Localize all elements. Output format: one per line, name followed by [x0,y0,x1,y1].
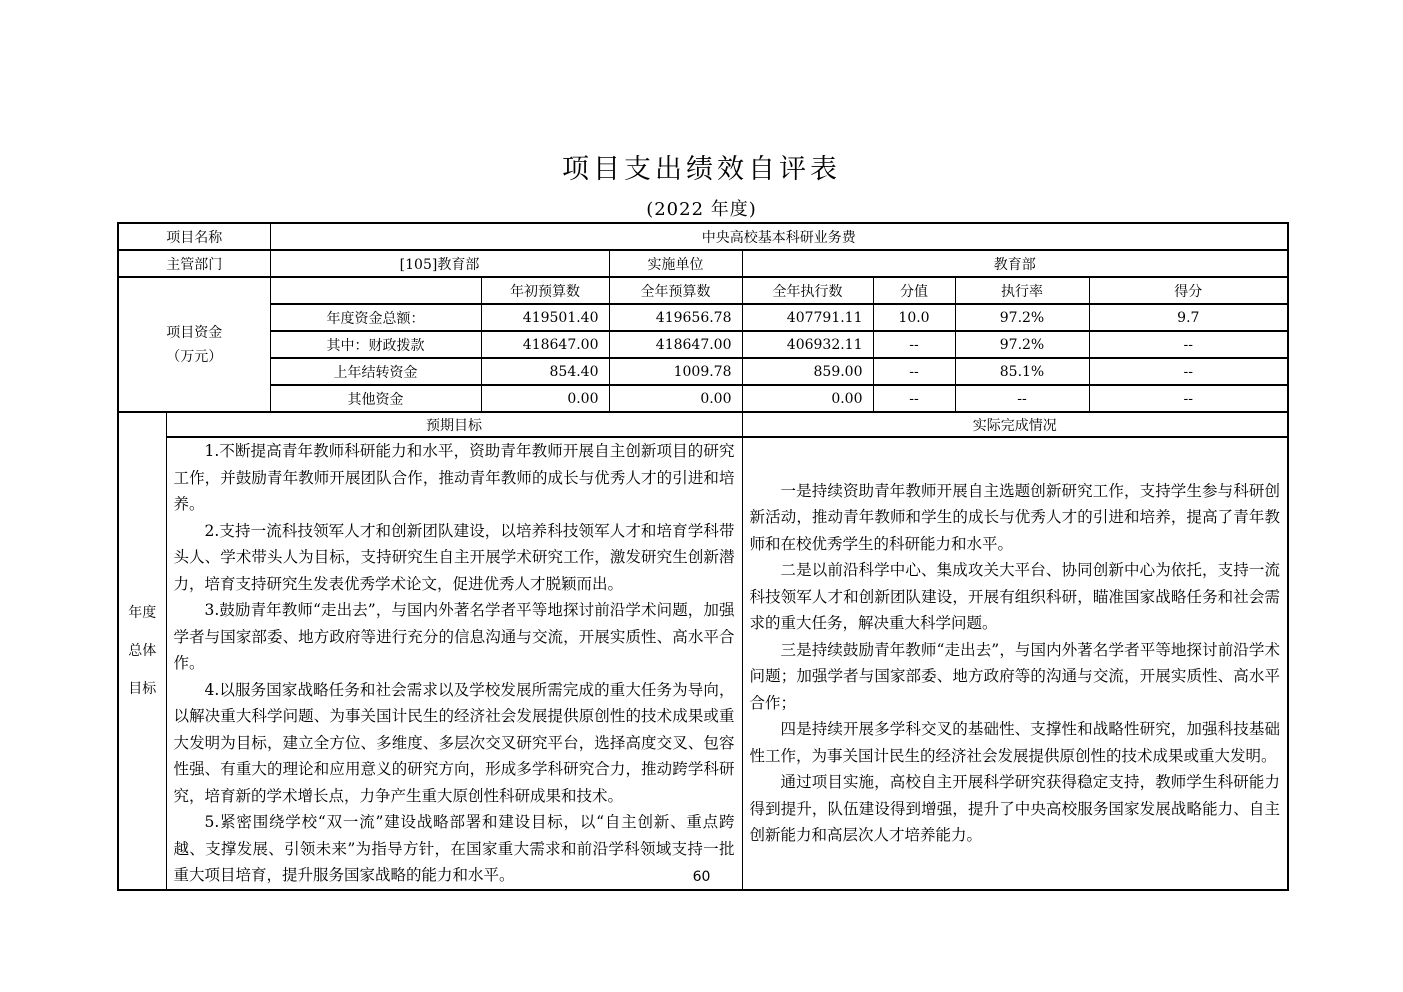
header-points: 分值 [873,277,955,304]
funding-rate-value: 85.1% [955,358,1089,385]
header-initial-budget: 年初预算数 [481,277,609,304]
funding-annual-value: 419656.78 [609,304,742,331]
goals-header-row [118,412,1288,437]
funding-rate-value: 97.2% [955,331,1089,358]
funding-initial-value: 419501.40 [481,304,609,331]
department-row [118,250,1288,277]
expected-goals-content [166,437,742,890]
actual-paragraph: 通过项目实施，高校自主开展科学研究获得稳定支持，教师学生科研能力得到提升，队伍建设得到增强，提升了中央高校服务国家发展战略能力、自主创新能力和高层次人才培养能力。 [749,773,1280,845]
expected-paragraph: 4.以服务国家战略任务和社会需求以及学校发展所需完成的重大任务为导向，以解决重大科学问题、为事关国计民生的经济社会发展提供原创性的技术成果或重大发明为目标，建立全方位、多维度、多层次交叉研究平台，选择高度交叉、包容性强、有重大的理论和应用意义的研究方向，形成多学科研究合力，推动跨学科研究，培育新的学术增长点，力争产生重大原创性科研成果和技术。 [173,680,735,805]
funding-row-name: 其中：财政拨款 [270,331,481,358]
expected-goals-header: 预期目标 [166,412,742,437]
funding-row-total [118,304,1288,331]
self-evaluation-table [117,222,1287,891]
funding-section-label [118,277,270,412]
project-name-row [118,223,1288,250]
annual-overall-goal-line3: 目标 [128,680,157,697]
funding-executed-value: 0.00 [742,385,873,412]
funding-row-carryover [118,358,1288,385]
info-funding-table [117,222,1289,413]
header-score: 得分 [1089,277,1288,304]
header-executed: 全年执行数 [742,277,873,304]
funding-score-value: -- [1089,358,1288,385]
funding-points-value: 10.0 [873,304,955,331]
actual-paragraph: 一是持续资助青年教师开展自主选题创新研究工作，支持学生参与科研创新活动，推动青年教师和学生的成长与优秀人才的引进和培养，提高了青年教师和在校优秀学生的科研能力和水平。 [749,481,1280,553]
expected-paragraph: 3.鼓励青年教师“走出去”，与国内外著名学者平等地探讨前沿学术问题，加强学者与国家部委、地方政府等进行充分的信息沟通与交流，开展实质性、高水平合作。 [173,601,735,672]
header-annual-budget: 全年预算数 [609,277,742,304]
goals-content-row [118,437,1288,890]
annual-overall-goal-line1: 年度 [128,604,157,621]
actual-paragraph: 二是以前沿科学中心、集成攻关大平台、协同创新中心为依托，支持一流科技领军人才和创新团队建设，开展有组织科研，瞄准国家战略任务和社会需求的重大任务，解决重大科学问题。 [749,561,1280,633]
goals-table [117,411,1289,891]
actual-paragraph: 四是持续开展多学科交叉的基础性、支撑性和战略性研究，加强科技基础性工作，为事关国计民生的经济社会发展提供原创性的技术成果或重大发明。 [749,720,1280,765]
funding-row-name: 上年结转资金 [270,358,481,385]
header-rate: 执行率 [955,277,1089,304]
funding-section-label-line1: 项目资金 [166,324,223,341]
funding-rate-value: -- [955,385,1089,412]
funding-annual-value: 418647.00 [609,331,742,358]
annual-overall-goal-label [118,412,166,890]
funding-header-row [118,277,1288,304]
funding-points-value: -- [873,358,955,385]
expected-paragraph: 5.紧密围绕学校“双一流”建设战略部署和建设目标，以“自主创新、重点跨越、支撑发展、引领未来”为指导方针，在国家重大需求和前沿学科领域支持一批重大项目培育，提升服务国家战略的能力和水平。 [173,813,735,884]
implementing-unit-label: 实施单位 [609,250,742,277]
actual-paragraph: 三是持续鼓励青年教师“走出去”，与国内外著名学者平等地探讨前沿学术问题；加强学者与国家部委、地方政府等的沟通与交流，开展实质性、高水平合作； [749,640,1280,712]
department-label: 主管部门 [118,250,270,277]
expected-paragraph: 1.不断提高青年教师科研能力和水平，资助青年教师开展自主创新项目的研究工作，并鼓励青年教师开展团队合作，推动青年教师的成长与优秀人才的引进和培养。 [173,442,735,513]
funding-initial-value: 0.00 [481,385,609,412]
funding-score-value: -- [1089,331,1288,358]
actual-completion-header: 实际完成情况 [742,412,1288,437]
page-number: 60 [692,869,711,885]
funding-section-label-line2: （万元） [166,348,223,365]
actual-completion-content [742,437,1288,890]
funding-annual-value: 0.00 [609,385,742,412]
funding-row-other [118,385,1288,412]
annual-overall-goal-line2: 总体 [128,642,157,659]
funding-points-value: -- [873,385,955,412]
department-value: [105]教育部 [270,250,609,277]
funding-executed-value: 407791.11 [742,304,873,331]
funding-executed-value: 406932.11 [742,331,873,358]
funding-rate-value: 97.2% [955,304,1089,331]
funding-score-value: 9.7 [1089,304,1288,331]
funding-score-value: -- [1089,385,1288,412]
page-title: 项目支出绩效自评表 [562,154,841,185]
page-subtitle: (2022 年度) [646,199,757,220]
funding-corner-cell [270,277,481,304]
funding-row-fiscal [118,331,1288,358]
funding-row-name: 年度资金总额： [270,304,481,331]
project-name-value: 中央高校基本科研业务费 [270,223,1288,250]
funding-initial-value: 418647.00 [481,331,609,358]
implementing-unit-value: 教育部 [742,250,1288,277]
funding-initial-value: 854.40 [481,358,609,385]
funding-annual-value: 1009.78 [609,358,742,385]
funding-executed-value: 859.00 [742,358,873,385]
expected-paragraph: 2.支持一流科技领军人才和创新团队建设，以培养科技领军人才和培育学科带头人、学术带头人为目标，支持研究生自主开展学术研究工作，激发研究生创新潜力，培育支持研究生发表优秀学术论文，促进优秀人才脱颖而出。 [173,521,735,593]
funding-row-name: 其他资金 [270,385,481,412]
project-name-label: 项目名称 [118,223,270,250]
funding-points-value: -- [873,331,955,358]
